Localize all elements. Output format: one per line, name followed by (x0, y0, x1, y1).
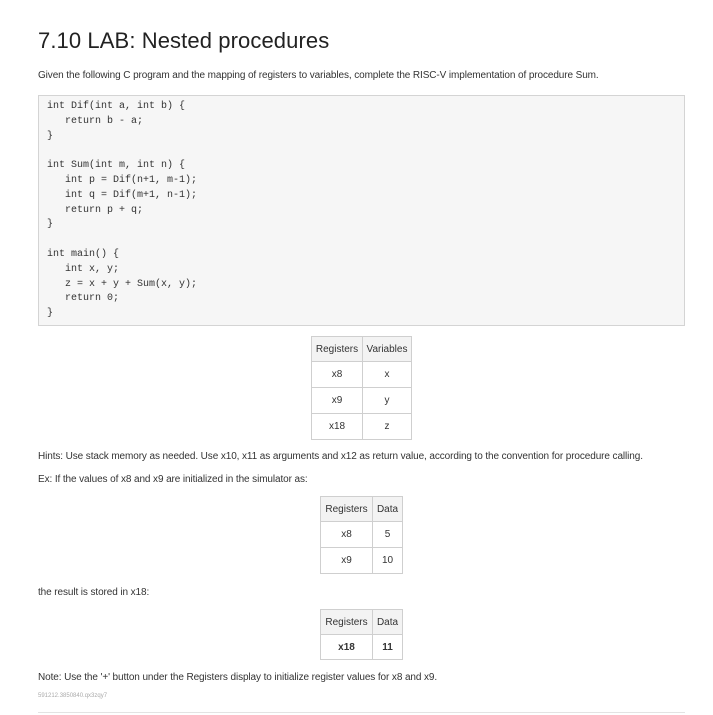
code-line: return p + q; (47, 204, 144, 216)
code-line: int Sum(int m, int n) { (47, 160, 186, 172)
code-line: int q = Dif(m+1, n-1); (47, 189, 198, 201)
header-variables: Variables (363, 337, 412, 362)
divider (38, 712, 685, 713)
header-registers: Registers (312, 337, 363, 362)
header-data: Data (373, 610, 403, 635)
register-cell: x9 (312, 388, 363, 414)
header-registers: Registers (321, 497, 373, 522)
example-intro-text: Ex: If the values of x8 and x9 are initialized in the simulator as: (38, 474, 308, 485)
table-row (312, 414, 412, 440)
register-variable-table (311, 336, 412, 440)
code-line (47, 233, 684, 248)
header-registers: Registers (321, 610, 373, 635)
code-line: } (47, 308, 54, 320)
page-title: 7.10 LAB: Nested procedures (38, 28, 330, 53)
code-line: } (47, 130, 54, 142)
register-cell: x9 (321, 548, 373, 574)
code-line: int x, y; (47, 263, 120, 275)
table-row (312, 388, 412, 414)
register-cell: x18 (312, 414, 363, 440)
result-text: the result is stored in x18: (38, 587, 150, 598)
data-cell: 11 (373, 635, 403, 660)
variable-cell: x (363, 362, 412, 388)
result-table (320, 609, 403, 660)
table-row (321, 548, 403, 574)
code-line: z = x + y + Sum(x, y); (47, 278, 198, 290)
table-row (321, 635, 403, 660)
register-cell: x8 (312, 362, 363, 388)
code-line: int Dif(int a, int b) { (47, 101, 186, 112)
intro-text: Given the following C program and the mapping of registers to variables, complete the RISC-V implementation of procedure Sum. (38, 70, 599, 81)
variable-cell: y (363, 388, 412, 414)
code-line: int p = Dif(n+1, m-1); (47, 174, 198, 186)
table-header-row (312, 337, 412, 362)
code-line: } (47, 219, 54, 231)
table-row (312, 362, 412, 388)
table-row (321, 522, 403, 548)
note-text: Note: Use the '+' button under the Registers display to initialize register values for x8 and x9. (38, 672, 438, 683)
variable-cell: z (363, 414, 412, 440)
header-data: Data (373, 497, 403, 522)
register-cell: x18 (321, 635, 373, 660)
data-cell: 5 (373, 522, 403, 548)
code-line: return 0; (47, 293, 120, 305)
data-cell: 10 (373, 548, 403, 574)
code-block (38, 95, 685, 326)
code-line: int main() { (47, 248, 120, 260)
hints-text: Hints: Use stack memory as needed. Use x10, x11 as arguments and x12 as return value, according to the convention for procedure calling. (38, 451, 643, 462)
code-line (47, 144, 684, 159)
footer-id: 591212.3850840.qx3zqy7 (38, 693, 108, 699)
table-header-row (321, 497, 403, 522)
table-header-row (321, 610, 403, 635)
initial-values-table (320, 496, 403, 574)
code-line: return b - a; (47, 115, 144, 127)
register-cell: x8 (321, 522, 373, 548)
